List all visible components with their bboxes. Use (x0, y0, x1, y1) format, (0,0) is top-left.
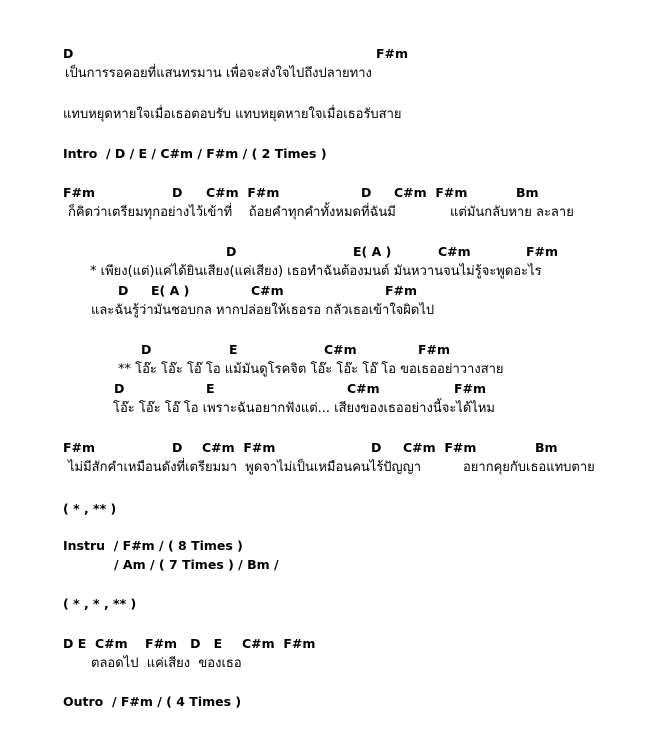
chord-line: Bm (535, 440, 558, 455)
lyric-line: และฉันรู้ว่ามันชอบกล หากปล่อยให้เธอรอ กลัวเธอเข้าใจผิดไป (91, 303, 435, 318)
lyric-line: แทบหยุดหายใจเมื่อเธอตอบรับ แทบหยุดหายใจเมื่อเธอรับสาย (63, 107, 402, 122)
outro-line: Outro / F#m / ( 4 Times ) (63, 694, 242, 709)
lyric-line: อยากคุยกับเธอแทบตาย (463, 460, 595, 475)
lyric-line: แต่มันกลับหาย ละลาย (450, 205, 574, 220)
chord-line: C#m (347, 381, 380, 396)
lyric-line: * เพียง(แต่)แค่ได้ยินเสียง(แค่เสียง) เธอทำฉันต้องมนต์ มันหวานจนไม่รู้จะพูดอะไร (90, 264, 542, 279)
chord-line: D (371, 440, 382, 455)
chord-line: E( A ) (353, 244, 392, 259)
chord-line: C#m F#m (403, 440, 477, 455)
chord-line: C#m (251, 283, 284, 298)
repeat-marker: ( * , * , ** ) (63, 596, 137, 611)
chord-line: E (206, 381, 215, 396)
chord-line: D (226, 244, 237, 259)
chord-line: E( A ) (151, 283, 190, 298)
lyric-line: เป็นการรอคอยที่แสนทรมาน เพื่อจะส่งใจไปถึงปลายทาง (65, 66, 372, 81)
instru-line: Instru / F#m / ( 8 Times ) (63, 538, 243, 553)
chord-line: F#m (63, 440, 96, 455)
chord-line: C#m (438, 244, 471, 259)
lyric-line: ก็คิดว่าเตรียมทุกอย่างไว้เข้าที่ ถ้อยคำทุกคำทั้งหมดที่ฉันมี (68, 205, 396, 220)
chord-line: F#m (63, 185, 96, 200)
chord-line: C#m F#m (202, 440, 276, 455)
chord-line: F#m (385, 283, 418, 298)
chord-line: D (172, 185, 183, 200)
lyric-line: ตลอดไป แค่เสียง ของเธอ (91, 656, 242, 671)
lyric-line: ไม่มีสักคำเหมือนดังที่เตรียมมา พูดจาไม่เป็นเหมือนคนไร้ปัญญา (68, 460, 422, 475)
chord-line: D (63, 46, 74, 61)
repeat-marker: ( * , ** ) (63, 501, 117, 516)
chord-line: D (141, 342, 152, 357)
instru-line: / Am / ( 7 Times ) / Bm / (114, 557, 279, 572)
chord-line: F#m (418, 342, 451, 357)
chord-line: D (172, 440, 183, 455)
chord-line: D (114, 381, 125, 396)
chord-line: D (361, 185, 372, 200)
lyric-line: ** โอ๊ะ โอ๊ะ โอ๊ โอ แม้มันดูโรคจิต โอ๊ะ โอ๊ะ โอ๊ โอ ขอเธออย่าวางสาย (118, 362, 504, 377)
chord-line: C#m F#m (394, 185, 468, 200)
chord-line: F#m (376, 46, 409, 61)
chord-line: F#m (454, 381, 487, 396)
chord-line: E (229, 342, 238, 357)
chord-line: D (118, 283, 129, 298)
lyric-line: โอ๊ะ โอ๊ะ โอ๊ โอ เพราะฉันอยากฟังแต่... เสียงของเธออย่างนี้จะได้ไหม (113, 401, 495, 416)
chord-line: C#m (324, 342, 357, 357)
chord-line: D E C#m F#m D E (63, 636, 223, 651)
chord-line: C#m F#m (242, 636, 316, 651)
intro-line: Intro / D / E / C#m / F#m / ( 2 Times ) (63, 146, 327, 161)
chord-line: Bm (516, 185, 539, 200)
chord-line: F#m (526, 244, 559, 259)
chord-line: C#m F#m (206, 185, 280, 200)
